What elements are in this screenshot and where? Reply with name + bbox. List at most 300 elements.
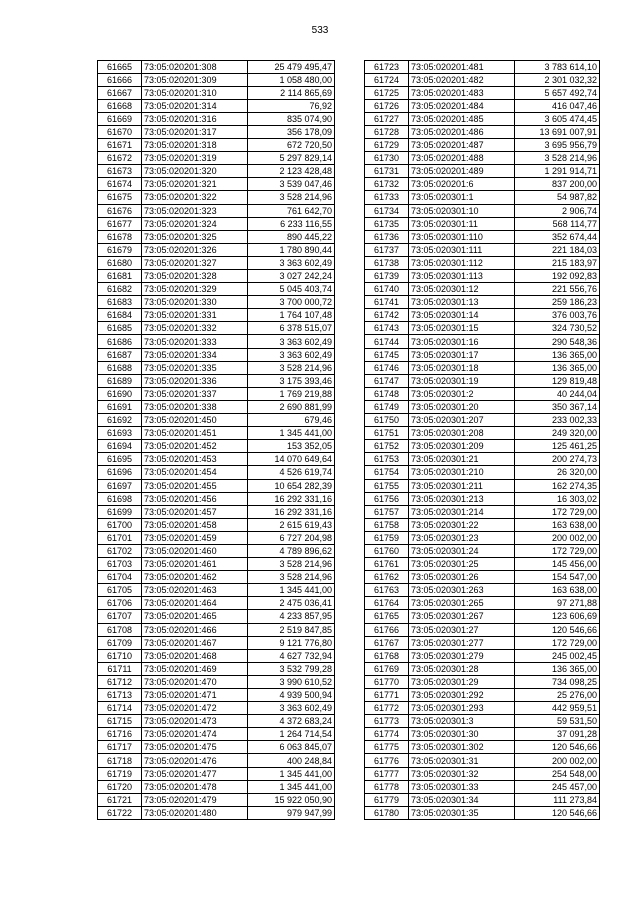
cadastral-number-cell: 73:05:020201:324 — [142, 217, 248, 230]
cadastral-number-cell: 73:05:020301:33 — [409, 780, 515, 793]
row-number-cell: 61774 — [365, 728, 409, 741]
table-row — [365, 204, 600, 217]
table-row — [365, 243, 600, 256]
value-cell: 6 063 845,07 — [248, 741, 335, 754]
table-row — [98, 400, 335, 413]
cadastral-number-cell: 73:05:020201:335 — [142, 361, 248, 374]
table-row — [365, 492, 600, 505]
cadastral-number-cell: 73:05:020201:333 — [142, 335, 248, 348]
table-row — [98, 518, 335, 531]
value-cell: 153 352,05 — [248, 440, 335, 453]
cadastral-number-cell: 73:05:020201:338 — [142, 400, 248, 413]
table-row — [365, 374, 600, 387]
value-cell: 200 274,73 — [515, 453, 600, 466]
table-row — [365, 558, 600, 571]
cadastral-number-cell: 73:05:020201:460 — [142, 544, 248, 557]
cadastral-number-cell: 73:05:020201:459 — [142, 531, 248, 544]
value-cell: 14 070 649,64 — [248, 453, 335, 466]
cadastral-number-cell: 73:05:020301:26 — [409, 571, 515, 584]
table-row — [365, 728, 600, 741]
table-row — [365, 518, 600, 531]
cadastral-number-cell: 73:05:020201:322 — [142, 191, 248, 204]
cadastral-number-cell: 73:05:020201:310 — [142, 86, 248, 99]
table-row — [365, 780, 600, 793]
cadastral-number-cell: 73:05:020301:112 — [409, 256, 515, 269]
table-row — [98, 204, 335, 217]
row-number-cell: 61684 — [98, 309, 142, 322]
cadastral-number-cell: 73:05:020201:334 — [142, 348, 248, 361]
value-cell: 1 764 107,48 — [248, 309, 335, 322]
value-cell: 254 548,00 — [515, 767, 600, 780]
row-number-cell: 61707 — [98, 610, 142, 623]
row-number-cell: 61705 — [98, 584, 142, 597]
table-row — [98, 531, 335, 544]
row-number-cell: 61766 — [365, 623, 409, 636]
value-cell: 162 274,35 — [515, 479, 600, 492]
cadastral-number-cell: 73:05:020301:12 — [409, 283, 515, 296]
value-cell: 40 244,04 — [515, 387, 600, 400]
row-number-cell: 61701 — [98, 531, 142, 544]
cadastral-number-cell: 73:05:020201:489 — [409, 165, 515, 178]
row-number-cell: 61760 — [365, 544, 409, 557]
table-row — [365, 230, 600, 243]
row-number-cell: 61750 — [365, 414, 409, 427]
row-number-cell: 61677 — [98, 217, 142, 230]
table-row — [365, 427, 600, 440]
value-cell: 6 727 204,98 — [248, 531, 335, 544]
cadastral-number-cell: 73:05:020301:11 — [409, 217, 515, 230]
cadastral-number-cell: 73:05:020201:308 — [142, 60, 248, 73]
row-number-cell: 61708 — [98, 623, 142, 636]
row-number-cell: 61700 — [98, 518, 142, 531]
cadastral-number-cell: 73:05:020301:211 — [409, 479, 515, 492]
table-row — [98, 662, 335, 675]
value-cell: 679,46 — [248, 414, 335, 427]
value-cell: 3 528 214,96 — [515, 152, 600, 165]
cadastral-number-cell: 73:05:020201:314 — [142, 99, 248, 112]
row-number-cell: 61674 — [98, 178, 142, 191]
cadastral-number-cell: 73:05:020301:277 — [409, 636, 515, 649]
cadastral-number-cell: 73:05:020201:477 — [142, 767, 248, 780]
value-cell: 4 233 857,95 — [248, 610, 335, 623]
table-row — [365, 191, 600, 204]
row-number-cell: 61681 — [98, 270, 142, 283]
value-cell: 979 947,99 — [248, 806, 335, 819]
row-number-cell: 61673 — [98, 165, 142, 178]
table-row — [365, 689, 600, 702]
cadastral-number-cell: 73:05:020301:293 — [409, 702, 515, 715]
table-row — [365, 466, 600, 479]
row-number-cell: 61680 — [98, 256, 142, 269]
row-number-cell: 61740 — [365, 283, 409, 296]
row-number-cell: 61678 — [98, 230, 142, 243]
table-row — [365, 400, 600, 413]
value-cell: 568 114,77 — [515, 217, 600, 230]
value-cell: 3 363 602,49 — [248, 335, 335, 348]
value-cell: 324 730,52 — [515, 322, 600, 335]
cadastral-number-cell: 73:05:020201:472 — [142, 702, 248, 715]
row-number-cell: 61755 — [365, 479, 409, 492]
value-cell: 221 184,03 — [515, 243, 600, 256]
row-number-cell: 61729 — [365, 139, 409, 152]
value-cell: 1 769 219,88 — [248, 387, 335, 400]
table-row — [365, 125, 600, 138]
row-number-cell: 61765 — [365, 610, 409, 623]
data-table-left — [97, 60, 335, 820]
cadastral-number-cell: 73:05:020201:320 — [142, 165, 248, 178]
table-row — [365, 531, 600, 544]
value-cell: 37 091,28 — [515, 728, 600, 741]
value-cell: 245 457,00 — [515, 780, 600, 793]
cadastral-number-cell: 73:05:020301:263 — [409, 584, 515, 597]
cadastral-number-cell: 73:05:020201:331 — [142, 309, 248, 322]
value-cell: 3 027 242,24 — [248, 270, 335, 283]
cadastral-number-cell: 73:05:020201:486 — [409, 125, 515, 138]
value-cell: 123 606,69 — [515, 610, 600, 623]
cadastral-number-cell: 73:05:020201:488 — [409, 152, 515, 165]
value-cell: 3 363 602,49 — [248, 348, 335, 361]
table-row — [98, 649, 335, 662]
value-cell: 125 461,25 — [515, 440, 600, 453]
row-number-cell: 61710 — [98, 649, 142, 662]
row-number-cell: 61730 — [365, 152, 409, 165]
table-row — [365, 73, 600, 86]
row-number-cell: 61744 — [365, 335, 409, 348]
table-row — [365, 453, 600, 466]
cadastral-number-cell: 73:05:020201:328 — [142, 270, 248, 283]
cadastral-number-cell: 73:05:020201:474 — [142, 728, 248, 741]
value-cell: 136 365,00 — [515, 348, 600, 361]
table-row — [98, 178, 335, 191]
cadastral-number-cell: 73:05:020201:481 — [409, 60, 515, 73]
value-cell: 3 783 614,10 — [515, 60, 600, 73]
row-number-cell: 61667 — [98, 86, 142, 99]
cadastral-number-cell: 73:05:020301:19 — [409, 374, 515, 387]
table-row — [365, 702, 600, 715]
row-number-cell: 61695 — [98, 453, 142, 466]
cadastral-number-cell: 73:05:020201:450 — [142, 414, 248, 427]
row-number-cell: 61703 — [98, 558, 142, 571]
cadastral-number-cell: 73:05:020201:479 — [142, 793, 248, 806]
value-cell: 1 264 714,54 — [248, 728, 335, 741]
cadastral-number-cell: 73:05:020201:487 — [409, 139, 515, 152]
cadastral-number-cell: 73:05:020201:476 — [142, 754, 248, 767]
row-number-cell: 61726 — [365, 99, 409, 112]
cadastral-number-cell: 73:05:020201:317 — [142, 125, 248, 138]
table-row — [365, 806, 600, 819]
row-number-cell: 61753 — [365, 453, 409, 466]
cadastral-number-cell: 73:05:020201:467 — [142, 636, 248, 649]
cadastral-number-cell: 73:05:020201:456 — [142, 492, 248, 505]
value-cell: 200 002,00 — [515, 531, 600, 544]
value-cell: 120 546,66 — [515, 741, 600, 754]
value-cell: 2 123 428,48 — [248, 165, 335, 178]
cadastral-number-cell: 73:05:020301:210 — [409, 466, 515, 479]
row-number-cell: 61669 — [98, 112, 142, 125]
cadastral-number-cell: 73:05:020201:327 — [142, 256, 248, 269]
value-cell: 2 301 032,32 — [515, 73, 600, 86]
value-cell: 25 276,00 — [515, 689, 600, 702]
value-cell: 249 320,00 — [515, 427, 600, 440]
row-number-cell: 61682 — [98, 283, 142, 296]
row-number-cell: 61752 — [365, 440, 409, 453]
table-row — [98, 702, 335, 715]
value-cell: 400 248,84 — [248, 754, 335, 767]
table-row — [98, 754, 335, 767]
table-row — [98, 715, 335, 728]
value-cell: 837 200,00 — [515, 178, 600, 191]
table-row — [98, 335, 335, 348]
row-number-cell: 61738 — [365, 256, 409, 269]
value-cell: 2 906,74 — [515, 204, 600, 217]
cadastral-number-cell: 73:05:020201:464 — [142, 597, 248, 610]
value-cell: 672 720,50 — [248, 139, 335, 152]
value-cell: 120 546,66 — [515, 623, 600, 636]
value-cell: 290 548,36 — [515, 335, 600, 348]
table-row — [98, 191, 335, 204]
cadastral-number-cell: 73:05:020201:475 — [142, 741, 248, 754]
cadastral-number-cell: 73:05:020301:28 — [409, 662, 515, 675]
cadastral-number-cell: 73:05:020201:457 — [142, 505, 248, 518]
table-row — [365, 675, 600, 688]
value-cell: 259 186,23 — [515, 296, 600, 309]
cadastral-number-cell: 73:05:020301:18 — [409, 361, 515, 374]
cadastral-number-cell: 73:05:020201:466 — [142, 623, 248, 636]
page-number: 533 — [311, 25, 329, 36]
row-number-cell: 61716 — [98, 728, 142, 741]
cadastral-number-cell: 73:05:020201:319 — [142, 152, 248, 165]
value-cell: 761 642,70 — [248, 204, 335, 217]
value-cell: 4 939 500,94 — [248, 689, 335, 702]
table-row — [365, 322, 600, 335]
row-number-cell: 61665 — [98, 60, 142, 73]
table-row — [365, 741, 600, 754]
row-number-cell: 61769 — [365, 662, 409, 675]
row-number-cell: 61666 — [98, 73, 142, 86]
table-row — [98, 492, 335, 505]
table-row — [98, 741, 335, 754]
table-row — [98, 283, 335, 296]
value-cell: 3 695 956,79 — [515, 139, 600, 152]
row-number-cell: 61779 — [365, 793, 409, 806]
table-row — [365, 479, 600, 492]
cadastral-number-cell: 73:05:020301:111 — [409, 243, 515, 256]
table-row — [365, 361, 600, 374]
row-number-cell: 61735 — [365, 217, 409, 230]
table-row — [365, 387, 600, 400]
cadastral-number-cell: 73:05:020301:17 — [409, 348, 515, 361]
cadastral-number-cell: 73:05:020201:330 — [142, 296, 248, 309]
row-number-cell: 61732 — [365, 178, 409, 191]
table-row — [98, 361, 335, 374]
value-cell: 6 378 515,07 — [248, 322, 335, 335]
value-cell: 890 445,22 — [248, 230, 335, 243]
value-cell: 5 297 829,14 — [248, 152, 335, 165]
cadastral-number-cell: 73:05:020301:1 — [409, 191, 515, 204]
value-cell: 5 045 403,74 — [248, 283, 335, 296]
row-number-cell: 61720 — [98, 780, 142, 793]
row-number-cell: 61679 — [98, 243, 142, 256]
value-cell: 59 531,50 — [515, 715, 600, 728]
cadastral-number-cell: 73:05:020301:27 — [409, 623, 515, 636]
table-row — [365, 623, 600, 636]
cadastral-number-cell: 73:05:020201:451 — [142, 427, 248, 440]
value-cell: 163 638,00 — [515, 584, 600, 597]
row-number-cell: 61733 — [365, 191, 409, 204]
cadastral-number-cell: 73:05:020201:6 — [409, 178, 515, 191]
row-number-cell: 61754 — [365, 466, 409, 479]
table-row — [365, 767, 600, 780]
row-number-cell: 61713 — [98, 689, 142, 702]
value-cell: 16 303,02 — [515, 492, 600, 505]
cadastral-number-cell: 73:05:020301:32 — [409, 767, 515, 780]
cadastral-number-cell: 73:05:020301:35 — [409, 806, 515, 819]
value-cell: 356 178,09 — [248, 125, 335, 138]
row-number-cell: 61761 — [365, 558, 409, 571]
value-cell: 734 098,25 — [515, 675, 600, 688]
table-row — [98, 440, 335, 453]
value-cell: 376 003,76 — [515, 309, 600, 322]
table-row — [365, 610, 600, 623]
table-row — [365, 86, 600, 99]
row-number-cell: 61775 — [365, 741, 409, 754]
value-cell: 3 175 393,46 — [248, 374, 335, 387]
table-row — [98, 348, 335, 361]
cadastral-number-cell: 73:05:020201:473 — [142, 715, 248, 728]
row-number-cell: 61711 — [98, 662, 142, 675]
value-cell: 3 528 214,96 — [248, 571, 335, 584]
cadastral-number-cell: 73:05:020301:2 — [409, 387, 515, 400]
table-row — [365, 152, 600, 165]
row-number-cell: 61776 — [365, 754, 409, 767]
cadastral-number-cell: 73:05:020301:31 — [409, 754, 515, 767]
row-number-cell: 61690 — [98, 387, 142, 400]
cadastral-number-cell: 73:05:020301:23 — [409, 531, 515, 544]
cadastral-number-cell: 73:05:020301:29 — [409, 675, 515, 688]
table-row — [98, 256, 335, 269]
cadastral-number-cell: 73:05:020301:3 — [409, 715, 515, 728]
table-row — [365, 597, 600, 610]
row-number-cell: 61772 — [365, 702, 409, 715]
table-row — [98, 453, 335, 466]
table-row — [98, 322, 335, 335]
cadastral-number-cell: 73:05:020201:454 — [142, 466, 248, 479]
value-cell: 2 475 036,41 — [248, 597, 335, 610]
row-number-cell: 61715 — [98, 715, 142, 728]
table-row — [365, 309, 600, 322]
value-cell: 6 233 116,55 — [248, 217, 335, 230]
row-number-cell: 61718 — [98, 754, 142, 767]
table-row — [98, 479, 335, 492]
table-row — [98, 152, 335, 165]
table-row — [98, 374, 335, 387]
value-cell: 3 528 214,96 — [248, 558, 335, 571]
value-cell: 1 345 441,00 — [248, 767, 335, 780]
row-number-cell: 61758 — [365, 518, 409, 531]
cadastral-number-cell: 73:05:020201:323 — [142, 204, 248, 217]
table-row — [98, 466, 335, 479]
value-cell: 76,92 — [248, 99, 335, 112]
value-cell: 172 729,00 — [515, 636, 600, 649]
cadastral-number-cell: 73:05:020301:15 — [409, 322, 515, 335]
table-row — [98, 767, 335, 780]
table-row — [365, 283, 600, 296]
row-number-cell: 61696 — [98, 466, 142, 479]
table-row — [365, 584, 600, 597]
cadastral-number-cell: 73:05:020201:468 — [142, 649, 248, 662]
cadastral-number-cell: 73:05:020301:292 — [409, 689, 515, 702]
cadastral-number-cell: 73:05:020201:332 — [142, 322, 248, 335]
cadastral-number-cell: 73:05:020301:20 — [409, 400, 515, 413]
cadastral-number-cell: 73:05:020301:21 — [409, 453, 515, 466]
value-cell: 3 532 799,28 — [248, 662, 335, 675]
value-cell: 4 627 732,94 — [248, 649, 335, 662]
value-cell: 442 959,51 — [515, 702, 600, 715]
cadastral-number-cell: 73:05:020201:463 — [142, 584, 248, 597]
row-number-cell: 61751 — [365, 427, 409, 440]
value-cell: 352 674,44 — [515, 230, 600, 243]
table-row — [365, 715, 600, 728]
row-number-cell: 61694 — [98, 440, 142, 453]
cadastral-number-cell: 73:05:020201:452 — [142, 440, 248, 453]
row-number-cell: 61712 — [98, 675, 142, 688]
row-number-cell: 61689 — [98, 374, 142, 387]
value-cell: 1 345 441,00 — [248, 427, 335, 440]
value-cell: 154 547,00 — [515, 571, 600, 584]
table-row — [365, 165, 600, 178]
value-cell: 1 345 441,00 — [248, 584, 335, 597]
row-number-cell: 61721 — [98, 793, 142, 806]
value-cell: 15 922 050,90 — [248, 793, 335, 806]
value-cell: 16 292 331,16 — [248, 492, 335, 505]
table-row — [98, 99, 335, 112]
cadastral-number-cell: 73:05:020201:458 — [142, 518, 248, 531]
cadastral-number-cell: 73:05:020301:209 — [409, 440, 515, 453]
table-row — [365, 256, 600, 269]
value-cell: 136 365,00 — [515, 662, 600, 675]
value-cell: 16 292 331,16 — [248, 505, 335, 518]
cadastral-number-cell: 73:05:020201:471 — [142, 689, 248, 702]
row-number-cell: 61763 — [365, 584, 409, 597]
row-number-cell: 61737 — [365, 243, 409, 256]
value-cell: 1 058 480,00 — [248, 73, 335, 86]
row-number-cell: 61698 — [98, 492, 142, 505]
cadastral-number-cell: 73:05:020201:482 — [409, 73, 515, 86]
cadastral-number-cell: 73:05:020201:318 — [142, 139, 248, 152]
value-cell: 163 638,00 — [515, 518, 600, 531]
row-number-cell: 61739 — [365, 270, 409, 283]
table-row — [98, 217, 335, 230]
table-row — [365, 505, 600, 518]
row-number-cell: 61771 — [365, 689, 409, 702]
row-number-cell: 61685 — [98, 322, 142, 335]
table-row — [365, 544, 600, 557]
cadastral-number-cell: 73:05:020201:326 — [142, 243, 248, 256]
row-number-cell: 61773 — [365, 715, 409, 728]
cadastral-number-cell: 73:05:020201:483 — [409, 86, 515, 99]
table-row — [365, 217, 600, 230]
table-row — [98, 636, 335, 649]
table-row — [98, 73, 335, 86]
row-number-cell: 61725 — [365, 86, 409, 99]
row-number-cell: 61745 — [365, 348, 409, 361]
table-row — [98, 558, 335, 571]
value-cell: 2 690 881,99 — [248, 400, 335, 413]
table-row — [98, 584, 335, 597]
table-row — [365, 571, 600, 584]
row-number-cell: 61749 — [365, 400, 409, 413]
table-row — [98, 165, 335, 178]
